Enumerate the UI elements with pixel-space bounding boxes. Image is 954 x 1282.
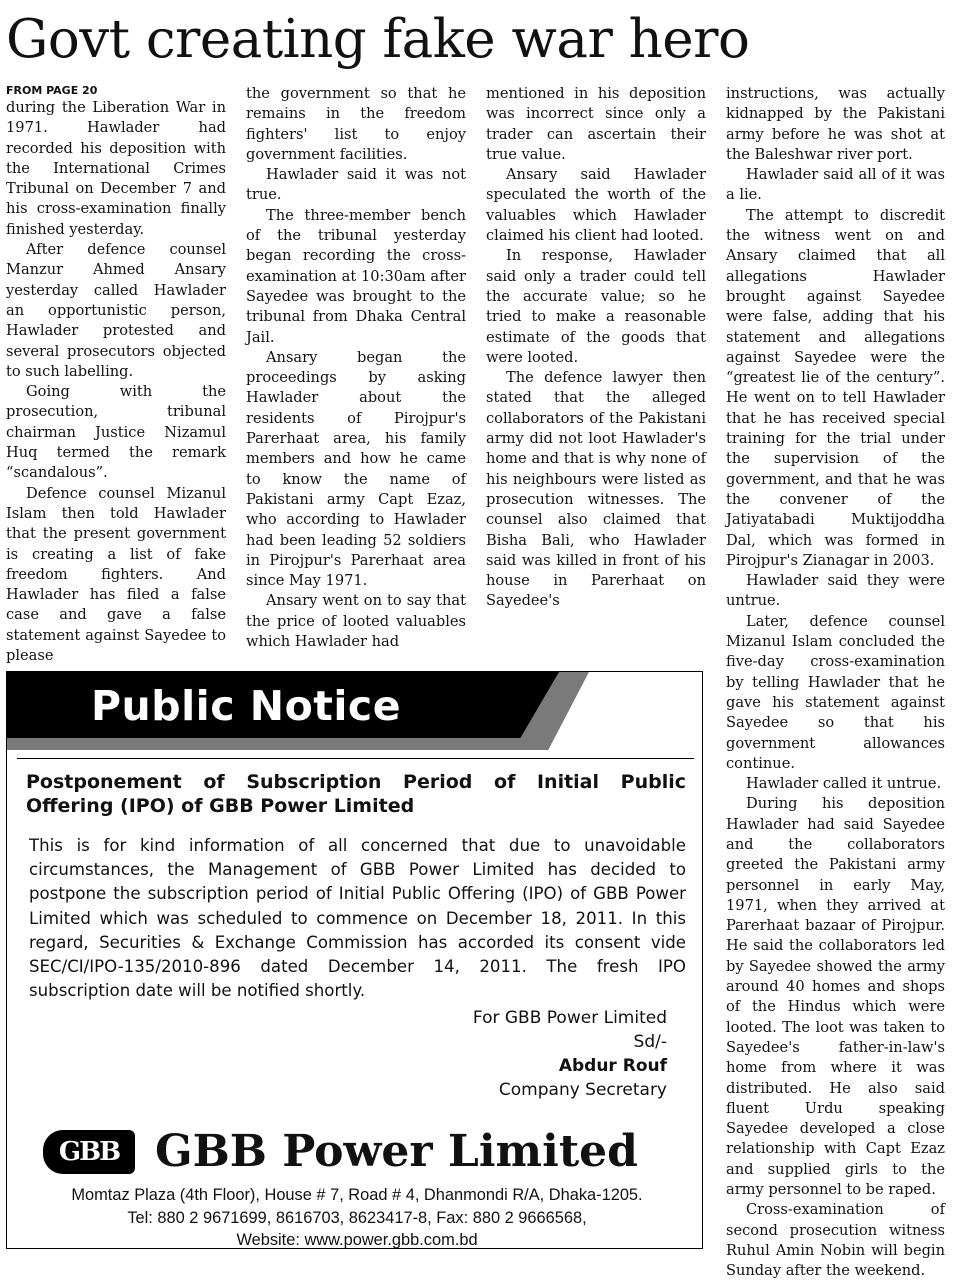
paragraph: After defence counsel Manzur Ahmed Ansary yesterday called Hawlader an opportunistic person, Hawlader protested and several prosecutors objected to such labelling. xyxy=(6,241,226,380)
paragraph: the government so that he remains in the freedom fighters' list to enjoy government facilities. xyxy=(246,85,466,163)
signatory-name: Abdur Rouf xyxy=(558,1056,667,1076)
company-phones: Tel: 880 2 9671699, 8616703, 8623417-8, Fax: 880 2 9666568, xyxy=(127,1208,587,1227)
paragraph: Defence counsel Mizanul Islam then told Hawlader that the present government is creating a list of fake freedom fighters. And Hawlader has filed a false case and gave a false statement against Sayedee to please xyxy=(6,484,226,665)
paragraph: during the Liberation War in 1971. Hawlader had recorded his deposition with the International Crimes Tribunal on December 7 and his cross-examination finally finished yesterday. xyxy=(6,99,226,238)
paragraph: Going with the prosecution, tribunal chairman Justice Nizamul Huq termed the remark “scandalous”. xyxy=(6,383,226,482)
paragraph: mentioned in his deposition was incorrect since only a trader can ascertain their true value. xyxy=(486,85,706,163)
kicker: FROM PAGE 20 xyxy=(6,84,98,97)
article-column-1 xyxy=(6,84,226,666)
notice-title: Public Notice xyxy=(91,682,402,730)
paragraph: Hawlader said all of it was a lie. xyxy=(726,166,945,204)
divider xyxy=(17,758,694,759)
paragraph: Ansary began the proceedings by asking Hawlader about the residents of Pirojpur's Parerhaat area, his family members and how he came to know the name of Pakistani army Capt Ezaz, who according to Hawlader had been leading 52 soldiers in Pirojpur's Parerhaat area since May 1971. xyxy=(246,348,466,590)
paragraph: The three-member bench of the tribunal yesterday began recording the cross-examination at 10:30am after Sayedee was brought to the tribunal from Dhaka Central Jail. xyxy=(246,206,466,346)
paragraph: Cross-examination of second prosecution witness Ruhul Amin Nobin will begin Sunday after the weekend. xyxy=(726,1201,945,1280)
paragraph: Hawlader called it untrue. xyxy=(746,775,942,793)
paragraph: The attempt to discredit the witness went on and Ansary claimed that all allegations Hawlader brought against Sayedee were false, adding that his statement and allegations against Sayedee were the “greatest lie of the century”. He went on to tell Hawlader that he has received special training for the trial under the supervision of the government, and that he was the convener of the Jatiyatabadi Muktijoddha Dal, which was formed in Pirojpur's Zianagar in 2003. xyxy=(726,206,945,569)
notice-body: This is for kind information of all concerned that due to unavoidable circumstances, the Management of GBB Power Limited has decided to postpone the subscription period of Initial Public Offering (IPO) of GBB Power Limited which was scheduled to commence on December 18, 2011. In this regard, Securities & Exchange Commission has accorded its consent vide SEC/CI/IPO-135/2010-896 dated December 14, 2011. The fresh IPO subscription date will be notified shortly. xyxy=(29,836,686,1001)
paragraph: Ansary went on to say that the price of looted valuables which Hawlader had xyxy=(246,592,466,651)
article-column-4 xyxy=(726,84,945,1282)
paragraph: In response, Hawlader said only a trader could tell the accurate value; so he tried to make a reasonable estimate of the goods that were looted. xyxy=(486,247,706,366)
paragraph: Later, defence counsel Mizanul Islam concluded the five-day cross-examination by telling Hawlader that he gave his statement against Sayedee so that his government allowances continue. xyxy=(726,612,945,772)
paragraph: instructions, was actually kidnapped by the Pakistani army before he was shot at the Baleshwar river port. xyxy=(726,85,945,163)
company-name: GBB Power Limited xyxy=(155,1126,638,1177)
company-contact xyxy=(27,1184,687,1249)
article-column-3 xyxy=(486,84,706,612)
signature-block xyxy=(473,1006,667,1102)
company-website: Website: www.power.gbb.com.bd xyxy=(236,1231,478,1249)
article-column-2 xyxy=(246,84,466,652)
headline: Govt creating fake war hero xyxy=(6,9,750,70)
public-notice-ad xyxy=(6,671,703,1249)
signature-for: For GBB Power Limited xyxy=(472,1008,667,1028)
gbb-logo-icon: GBB xyxy=(43,1130,135,1174)
notice-subject: Postponement of Subscription Period of Initial Public Offering (IPO) of GBB Power Limited xyxy=(26,771,686,817)
paragraph: During his deposition Hawlader had said Sayedee and the collaborators greeted the Pakistani army personnel in early May, 1971, when they arrived at Parerhaat bazaar of Pirojpur. He said the collaborators led by Sayedee showed the army around 40 homes and shops of the Hindus which were looted. The loot was taken to Sayedee's father-in-law's home from where it was distributed. He also said fluent Urdu speaking Sayedee developed a close relationship with Capt Ezaz and supplied girls to the army personnel to be raped. xyxy=(726,795,945,1199)
signature-sd: Sd/- xyxy=(633,1032,667,1052)
paragraph: The defence lawyer then stated that the alleged collaborators of the Pakistani army did not loot Hawlader's home and that is why none of his neighbours were listed as prosecution witnesses. The counsel also claimed that Bisha Bali, who Hawlader said was killed in front of his house in Parerhaat on Sayedee's xyxy=(486,369,706,610)
paragraph: Hawlader said it was not true. xyxy=(246,166,466,204)
signatory-role: Company Secretary xyxy=(498,1080,667,1100)
paragraph: Hawlader said they were untrue. xyxy=(726,572,945,610)
paragraph: Ansary said Hawlader speculated the worth of the valuables which Hawlader claimed his client had looted. xyxy=(486,166,706,245)
company-address: Momtaz Plaza (4th Floor), House # 7, Road # 4, Dhanmondi R/A, Dhaka-1205. xyxy=(71,1186,643,1204)
company-logo-row xyxy=(43,1126,683,1180)
